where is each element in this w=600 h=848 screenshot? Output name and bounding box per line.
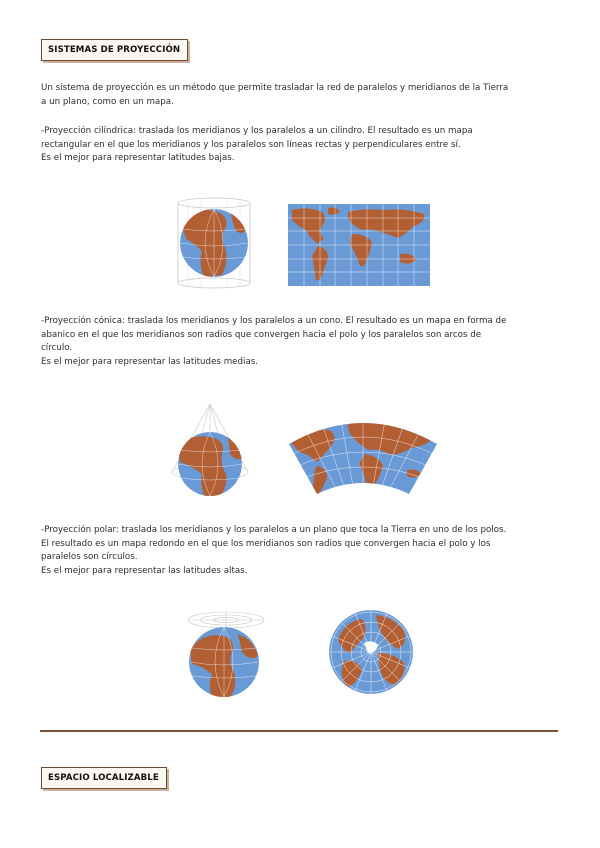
section-heading-space: ESPACIO LOCALIZABLE: [41, 767, 167, 789]
conic-paragraph: [41, 315, 561, 369]
cylinder-globe-illustration: [174, 197, 254, 289]
conic-map-illustration: [287, 410, 439, 496]
polar-line-2: El resultado es un mapa redondo en el que los meridianos son radios que convergen hacia el polo y los: [41, 538, 491, 549]
conic-line-1: -Proyección cónica: traslada los meridianos y los paralelos a un cono. El resultado es un mapa en forma de: [41, 316, 507, 326]
polar-line-1: -Proyección polar: traslada los meridianos y los paralelos a un plano que toca la Tierra en uno de los polos.: [41, 525, 507, 535]
cylindrical-line-2: rectangular en el que los meridianos y los paralelos son líneas rectas y perpendiculares entre sí.: [41, 139, 461, 150]
polar-map-illustration: [328, 609, 414, 695]
conic-line-4: Es el mejor para representar las latitudes medias.: [41, 356, 259, 367]
cylindrical-paragraph: [41, 125, 561, 166]
intro-line-1: Un sistema de proyección es un método que permite trasladar la red de paralelos y meridianos de la Tierra: [41, 83, 509, 93]
cylindrical-line-3: Es el mejor para representar latitudes bajas.: [41, 153, 235, 164]
cylindrical-map-illustration: [288, 204, 430, 286]
conic-line-2: abanico en el que los meridianos son radios que convergen hacia el polo y los paralelos son arcos de: [41, 329, 482, 340]
polar-paragraph: [41, 524, 561, 578]
section-divider: [40, 730, 558, 732]
cylindrical-line-1: -Proyección cilíndrica: traslada los meridianos y los paralelos a un cilindro. El resultado es un mapa: [41, 126, 473, 136]
polar-line-4: Es el mejor para representar las latitudes altas.: [41, 565, 248, 576]
conic-line-3: círculo.: [41, 343, 73, 354]
section-heading-systems: SISTEMAS DE PROYECCIÓN: [41, 39, 188, 61]
polar-line-3: paralelos son círculos.: [41, 552, 138, 563]
plane-globe-illustration: [186, 610, 266, 700]
intro-paragraph: [41, 82, 561, 109]
cone-globe-illustration: [170, 402, 250, 500]
intro-line-2: a un plano, como en un mapa.: [41, 96, 174, 107]
